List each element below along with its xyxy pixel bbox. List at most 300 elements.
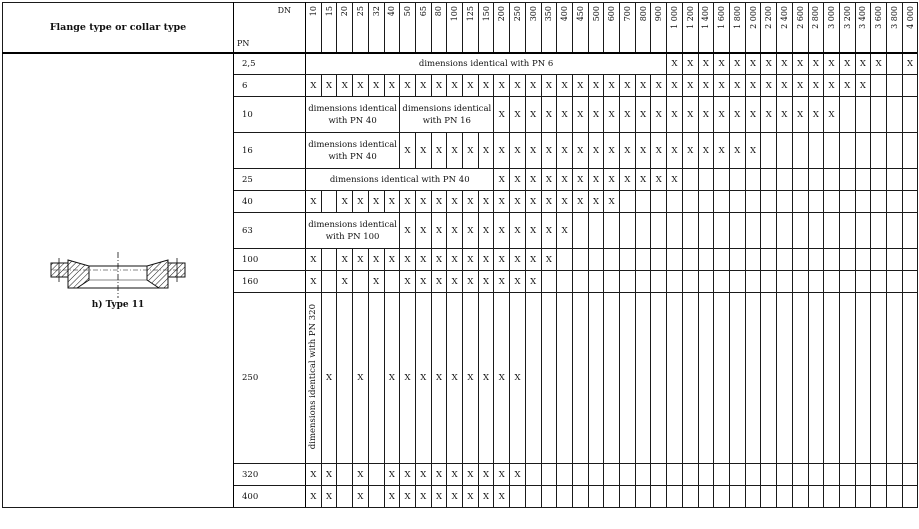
empty-cell <box>745 169 761 191</box>
mark-cell: X <box>494 249 510 271</box>
mark-cell: X <box>525 97 541 133</box>
mark-cell: X <box>667 169 683 191</box>
empty-cell <box>620 191 636 213</box>
mark-cell: X <box>525 271 541 293</box>
mark-cell: X <box>447 464 463 486</box>
empty-cell <box>887 133 903 169</box>
empty-cell <box>714 293 730 464</box>
empty-cell <box>808 293 824 464</box>
empty-cell <box>792 271 808 293</box>
mark-cell: X <box>714 133 730 169</box>
empty-cell <box>855 464 871 486</box>
dn-value: 80 <box>434 6 444 17</box>
empty-cell <box>777 133 793 169</box>
dn-value: 1 000 <box>670 6 680 29</box>
empty-cell <box>824 486 840 508</box>
empty-cell <box>588 486 604 508</box>
empty-cell <box>635 213 651 249</box>
mark-cell: X <box>400 191 416 213</box>
figure-caption: h) Type 11 <box>91 300 145 311</box>
mark-cell: X <box>353 249 369 271</box>
mark-cell: X <box>651 169 667 191</box>
empty-cell <box>651 213 667 249</box>
dn-column-header <box>729 3 745 53</box>
empty-cell <box>572 486 588 508</box>
dn-value: 400 <box>560 6 570 22</box>
mark-cell: X <box>494 75 510 97</box>
mark-cell: X <box>353 191 369 213</box>
mark-cell: X <box>306 464 322 486</box>
dn-column-header <box>651 3 667 53</box>
empty-cell <box>635 191 651 213</box>
mark-cell: X <box>557 191 573 213</box>
mark-cell: X <box>588 169 604 191</box>
dn-value: 4 000 <box>905 6 915 29</box>
mark-cell: X <box>400 464 416 486</box>
empty-cell <box>698 464 714 486</box>
mark-cell: X <box>902 53 918 75</box>
mark-cell: X <box>463 293 479 464</box>
mark-cell: X <box>855 75 871 97</box>
dn-column-header <box>808 3 824 53</box>
empty-cell <box>729 169 745 191</box>
pn-value-cell: 10 <box>234 97 306 133</box>
dn-column-header <box>572 3 588 53</box>
empty-cell <box>635 249 651 271</box>
empty-cell <box>651 293 667 464</box>
dn-column-header <box>368 3 384 53</box>
empty-cell <box>635 486 651 508</box>
mark-cell: X <box>745 53 761 75</box>
empty-cell <box>839 169 855 191</box>
mark-cell: X <box>431 464 447 486</box>
pn-value-cell: 6 <box>234 75 306 97</box>
empty-cell <box>902 169 918 191</box>
mark-cell: X <box>510 75 526 97</box>
empty-cell <box>871 293 887 464</box>
empty-cell <box>698 271 714 293</box>
empty-cell <box>808 271 824 293</box>
empty-cell <box>745 213 761 249</box>
dn-value: 3 400 <box>858 6 868 29</box>
empty-cell <box>588 271 604 293</box>
pn-value-cell: 160 <box>234 271 306 293</box>
empty-cell <box>761 486 777 508</box>
mark-cell: X <box>745 133 761 169</box>
mark-cell: X <box>572 97 588 133</box>
empty-cell <box>824 213 840 249</box>
mark-cell: X <box>525 169 541 191</box>
empty-cell <box>855 249 871 271</box>
empty-cell <box>588 213 604 249</box>
mark-cell: X <box>306 75 322 97</box>
dn-value: 3 600 <box>874 6 884 29</box>
mark-cell: X <box>337 191 353 213</box>
dn-column-header <box>463 3 479 53</box>
mark-cell: X <box>698 97 714 133</box>
dn-value: 200 <box>497 6 507 22</box>
empty-cell <box>667 293 683 464</box>
empty-cell <box>572 271 588 293</box>
dn-column-header <box>902 3 918 53</box>
empty-cell <box>510 486 526 508</box>
mark-cell: X <box>620 97 636 133</box>
empty-cell <box>808 133 824 169</box>
mark-cell: X <box>635 133 651 169</box>
empty-cell <box>761 213 777 249</box>
dn-value: 500 <box>591 6 601 22</box>
empty-cell <box>588 293 604 464</box>
dn-column-header <box>557 3 573 53</box>
mark-cell: X <box>572 191 588 213</box>
empty-cell <box>714 249 730 271</box>
mark-cell: X <box>494 293 510 464</box>
dn-column-header <box>306 3 322 53</box>
empty-cell <box>557 249 573 271</box>
empty-cell <box>745 464 761 486</box>
mark-cell: X <box>604 75 620 97</box>
mark-cell: X <box>447 213 463 249</box>
mark-cell: X <box>824 75 840 97</box>
empty-cell <box>620 486 636 508</box>
mark-cell: X <box>447 271 463 293</box>
mark-cell: X <box>541 249 557 271</box>
empty-cell <box>745 249 761 271</box>
mark-cell: X <box>604 133 620 169</box>
dn-value: 2 000 <box>748 6 758 29</box>
empty-cell <box>902 293 918 464</box>
table-header-row <box>3 3 918 53</box>
empty-cell <box>682 464 698 486</box>
mark-cell: X <box>714 75 730 97</box>
mark-cell: X <box>855 53 871 75</box>
dn-value: 10 <box>308 6 318 17</box>
mark-cell: X <box>431 213 447 249</box>
empty-cell <box>604 249 620 271</box>
dn-value: 2 200 <box>764 6 774 29</box>
mark-cell: X <box>384 486 400 508</box>
mark-cell: X <box>368 271 384 293</box>
dn-value: 2 800 <box>811 6 821 29</box>
empty-cell <box>714 169 730 191</box>
empty-cell <box>557 293 573 464</box>
mark-cell: X <box>321 293 337 464</box>
dn-column-header <box>855 3 871 53</box>
empty-cell <box>902 97 918 133</box>
dn-column-header <box>698 3 714 53</box>
empty-cell <box>792 464 808 486</box>
mark-cell: X <box>400 75 416 97</box>
dimensions-note-cell: dimensions identical with PN 40 <box>306 169 494 191</box>
empty-cell <box>887 213 903 249</box>
empty-cell <box>604 213 620 249</box>
empty-cell <box>902 271 918 293</box>
dn-value: 700 <box>622 6 632 22</box>
empty-cell <box>871 464 887 486</box>
empty-cell <box>855 293 871 464</box>
pn-label: PN <box>237 38 250 48</box>
empty-cell <box>792 191 808 213</box>
mark-cell: X <box>321 464 337 486</box>
mark-cell: X <box>588 191 604 213</box>
mark-cell: X <box>384 293 400 464</box>
empty-cell <box>871 97 887 133</box>
empty-cell <box>808 169 824 191</box>
mark-cell: X <box>557 213 573 249</box>
mark-cell: X <box>415 75 431 97</box>
dn-value: 3 200 <box>842 6 852 29</box>
empty-cell <box>902 464 918 486</box>
table-row <box>3 53 918 75</box>
empty-cell <box>871 213 887 249</box>
empty-cell <box>855 133 871 169</box>
empty-cell <box>871 191 887 213</box>
empty-cell <box>368 486 384 508</box>
empty-cell <box>714 464 730 486</box>
mark-cell: X <box>400 486 416 508</box>
mark-cell: X <box>541 169 557 191</box>
dn-column-header <box>839 3 855 53</box>
empty-cell <box>698 169 714 191</box>
dn-value: 2 400 <box>779 6 789 29</box>
empty-cell <box>887 293 903 464</box>
mark-cell: X <box>384 191 400 213</box>
mark-cell: X <box>306 249 322 271</box>
mark-cell: X <box>525 191 541 213</box>
empty-cell <box>824 191 840 213</box>
mark-cell: X <box>620 75 636 97</box>
dn-column-header <box>525 3 541 53</box>
mark-cell: X <box>729 75 745 97</box>
mark-cell: X <box>494 486 510 508</box>
mark-cell: X <box>306 271 322 293</box>
mark-cell: X <box>525 213 541 249</box>
mark-cell: X <box>839 53 855 75</box>
mark-cell: X <box>337 75 353 97</box>
mark-cell: X <box>588 75 604 97</box>
empty-cell <box>745 486 761 508</box>
empty-cell <box>698 486 714 508</box>
mark-cell: X <box>415 213 431 249</box>
mark-cell: X <box>463 133 479 169</box>
empty-cell <box>887 486 903 508</box>
empty-cell <box>887 53 903 75</box>
empty-cell <box>714 191 730 213</box>
mark-cell: X <box>745 97 761 133</box>
dn-column-header <box>478 3 494 53</box>
flange-table-sheet <box>2 2 918 526</box>
empty-cell <box>855 169 871 191</box>
mark-cell: X <box>525 75 541 97</box>
mark-cell: X <box>478 75 494 97</box>
mark-cell: X <box>415 191 431 213</box>
mark-cell: X <box>463 271 479 293</box>
mark-cell: X <box>761 75 777 97</box>
empty-cell <box>808 191 824 213</box>
empty-cell <box>777 169 793 191</box>
empty-cell <box>792 169 808 191</box>
empty-cell <box>620 213 636 249</box>
dn-column-header <box>337 3 353 53</box>
dn-column-header <box>321 3 337 53</box>
dn-column-header <box>447 3 463 53</box>
empty-cell <box>682 213 698 249</box>
dn-column-header <box>384 3 400 53</box>
mark-cell: X <box>368 249 384 271</box>
mark-cell: X <box>510 97 526 133</box>
mark-cell: X <box>541 213 557 249</box>
empty-cell <box>887 464 903 486</box>
dn-column-header <box>415 3 431 53</box>
mark-cell: X <box>541 191 557 213</box>
mark-cell: X <box>494 271 510 293</box>
type-11-flange-drawing-icon <box>43 250 193 300</box>
pn-value-cell: 250 <box>234 293 306 464</box>
empty-cell <box>541 486 557 508</box>
empty-cell <box>729 249 745 271</box>
mark-cell: X <box>839 75 855 97</box>
empty-cell <box>651 464 667 486</box>
flange-pn-dn-table <box>2 2 918 508</box>
empty-cell <box>729 486 745 508</box>
dn-value: 125 <box>465 6 475 22</box>
empty-cell <box>729 464 745 486</box>
empty-cell <box>902 249 918 271</box>
mark-cell: X <box>494 213 510 249</box>
empty-cell <box>667 486 683 508</box>
mark-cell: X <box>494 191 510 213</box>
dimensions-note-cell: dimensions identical with PN 16 <box>400 97 494 133</box>
mark-cell: X <box>400 213 416 249</box>
dn-value: 25 <box>355 6 365 17</box>
empty-cell <box>337 486 353 508</box>
empty-cell <box>572 249 588 271</box>
mark-cell: X <box>667 97 683 133</box>
mark-cell: X <box>478 293 494 464</box>
empty-cell <box>855 191 871 213</box>
mark-cell: X <box>792 97 808 133</box>
mark-cell: X <box>510 464 526 486</box>
empty-cell <box>572 293 588 464</box>
mark-cell: X <box>824 97 840 133</box>
dn-label: DN <box>277 6 291 15</box>
empty-cell <box>824 169 840 191</box>
pn-value-cell: 2,5 <box>234 53 306 75</box>
empty-cell <box>871 249 887 271</box>
empty-cell <box>887 75 903 97</box>
mark-cell: X <box>353 464 369 486</box>
mark-cell: X <box>510 293 526 464</box>
mark-cell: X <box>463 75 479 97</box>
dn-column-header <box>353 3 369 53</box>
empty-cell <box>902 213 918 249</box>
mark-cell: X <box>400 271 416 293</box>
empty-cell <box>541 271 557 293</box>
dn-value: 900 <box>654 6 664 22</box>
empty-cell <box>541 293 557 464</box>
pn-value-cell: 63 <box>234 213 306 249</box>
empty-cell <box>887 191 903 213</box>
mark-cell: X <box>431 75 447 97</box>
empty-cell <box>729 213 745 249</box>
empty-cell <box>808 249 824 271</box>
dn-column-header <box>494 3 510 53</box>
empty-cell <box>777 271 793 293</box>
mark-cell: X <box>729 53 745 75</box>
empty-cell <box>871 133 887 169</box>
dimensions-note-cell: dimensions identical with PN 40 <box>306 97 400 133</box>
dn-value: 600 <box>607 6 617 22</box>
mark-cell: X <box>557 133 573 169</box>
pn-dn-corner-header <box>234 3 306 53</box>
mark-cell: X <box>337 271 353 293</box>
empty-cell <box>635 293 651 464</box>
empty-cell <box>839 249 855 271</box>
pn-value-cell: 16 <box>234 133 306 169</box>
empty-cell <box>698 293 714 464</box>
empty-cell <box>792 293 808 464</box>
mark-cell: X <box>572 133 588 169</box>
empty-cell <box>792 213 808 249</box>
empty-cell <box>604 271 620 293</box>
mark-cell: X <box>667 133 683 169</box>
empty-cell <box>792 486 808 508</box>
flange-type-cell <box>3 53 234 508</box>
empty-cell <box>635 464 651 486</box>
dn-column-header <box>667 3 683 53</box>
dn-value: 2 600 <box>795 6 805 29</box>
dimensions-note-cell: dimensions identical with PN 100 <box>306 213 400 249</box>
pn-value-cell: 25 <box>234 169 306 191</box>
empty-cell <box>855 213 871 249</box>
dn-value: 15 <box>324 6 334 17</box>
empty-cell <box>902 133 918 169</box>
mark-cell: X <box>682 97 698 133</box>
empty-cell <box>824 249 840 271</box>
mark-cell: X <box>478 191 494 213</box>
mark-cell: X <box>368 191 384 213</box>
dn-column-header <box>745 3 761 53</box>
dimensions-note-cell: dimensions identical with PN 40 <box>306 133 400 169</box>
dn-column-header <box>682 3 698 53</box>
empty-cell <box>824 464 840 486</box>
empty-cell <box>604 486 620 508</box>
empty-cell <box>525 293 541 464</box>
mark-cell: X <box>494 133 510 169</box>
dn-column-header <box>431 3 447 53</box>
dn-value: 800 <box>638 6 648 22</box>
pn-value-cell: 400 <box>234 486 306 508</box>
dn-column-header <box>777 3 793 53</box>
mark-cell: X <box>400 293 416 464</box>
empty-cell <box>321 191 337 213</box>
mark-cell: X <box>792 75 808 97</box>
empty-cell <box>729 191 745 213</box>
empty-cell <box>761 249 777 271</box>
empty-cell <box>620 271 636 293</box>
empty-cell <box>667 464 683 486</box>
dn-column-header <box>714 3 730 53</box>
empty-cell <box>714 486 730 508</box>
dn-column-header <box>871 3 887 53</box>
empty-cell <box>839 293 855 464</box>
empty-cell <box>321 249 337 271</box>
empty-cell <box>824 133 840 169</box>
empty-cell <box>557 486 573 508</box>
mark-cell: X <box>478 249 494 271</box>
mark-cell: X <box>824 53 840 75</box>
mark-cell: X <box>651 97 667 133</box>
